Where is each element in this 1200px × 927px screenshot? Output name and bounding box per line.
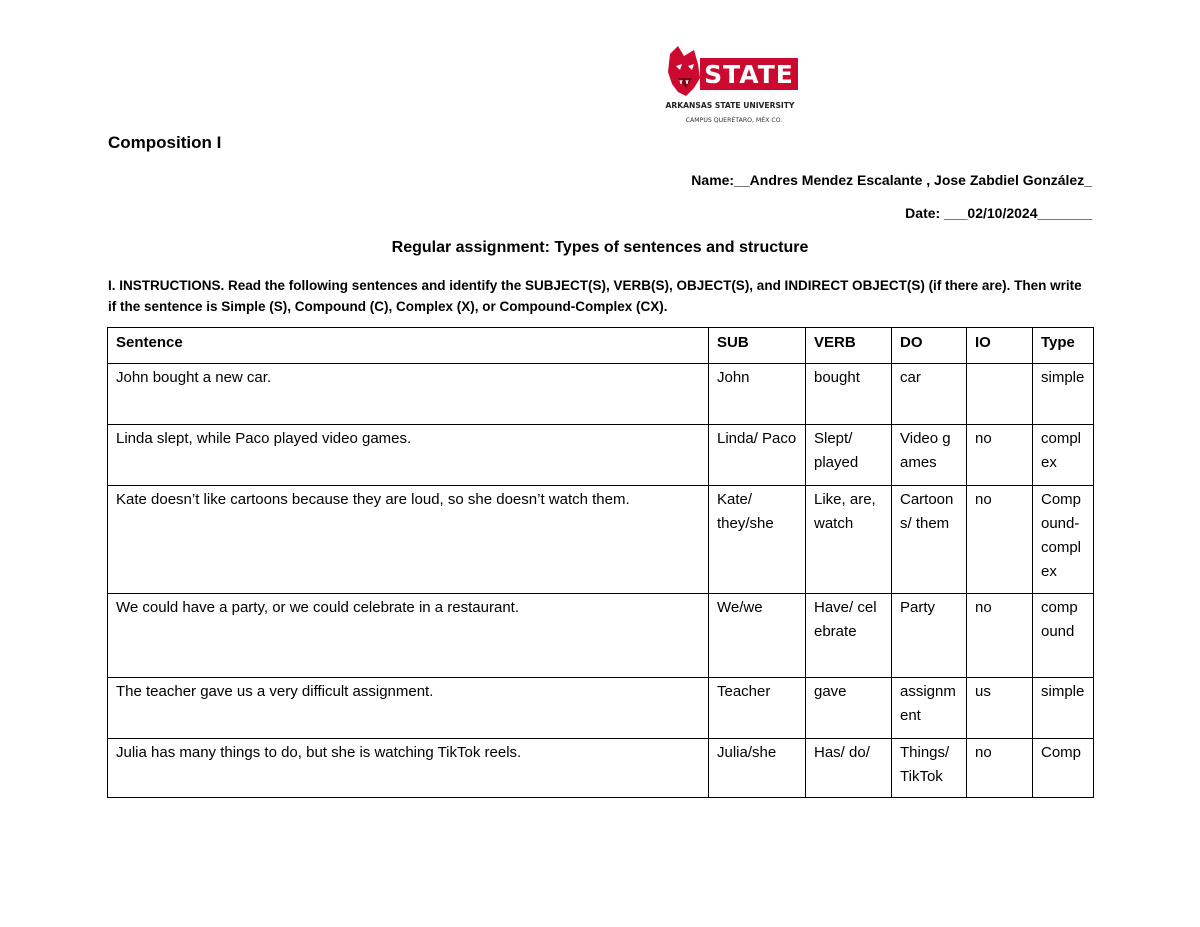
svg-text:CAMPUS QUERÉTARO, MÉX CO.: CAMPUS QUERÉTARO, MÉX CO. <box>685 117 783 124</box>
cell-verb: bought <box>806 364 892 425</box>
header-io: IO <box>967 328 1033 364</box>
table-row <box>108 486 1094 594</box>
cell-sub: Kate/ they/she <box>709 486 806 594</box>
cell-type: simple <box>1033 678 1094 739</box>
header-verb: VERB <box>806 328 892 364</box>
cell-verb: Like, are, watch <box>806 486 892 594</box>
cell-io <box>967 364 1033 425</box>
cell-io: no <box>967 594 1033 678</box>
university-logo <box>664 44 800 128</box>
student-names: Name:__Andres Mendez Escalante , Jose Zabdiel González_ <box>691 172 1092 188</box>
cell-sentence: We could have a party, or we could celebrate in a restaurant. <box>108 594 709 678</box>
table-row <box>108 364 1094 425</box>
table-row <box>108 678 1094 739</box>
cell-type: complex <box>1033 425 1094 486</box>
header-sub: SUB <box>709 328 806 364</box>
cell-sub: Linda/ Paco <box>709 425 806 486</box>
cell-sub: John <box>709 364 806 425</box>
cell-sub: Teacher <box>709 678 806 739</box>
cell-do: Things/ TikTok <box>892 739 967 798</box>
header-do: DO <box>892 328 967 364</box>
cell-sentence: John bought a new car. <box>108 364 709 425</box>
cell-sentence: Linda slept, while Paco played video games. <box>108 425 709 486</box>
svg-text:STATE: STATE <box>704 60 794 89</box>
cell-verb: Slept/ played <box>806 425 892 486</box>
red-wolf-logo-icon <box>664 44 800 128</box>
table-row <box>108 739 1094 798</box>
cell-sentence: Julia has many things to do, but she is watching TikTok reels. <box>108 739 709 798</box>
cell-verb: Have/ celebrate <box>806 594 892 678</box>
assignment-date: Date: ___02/10/2024_______ <box>905 205 1092 221</box>
svg-text:ARKANSAS STATE UNIVERSITY: ARKANSAS STATE UNIVERSITY <box>665 101 795 110</box>
cell-sub: We/we <box>709 594 806 678</box>
cell-io: no <box>967 486 1033 594</box>
cell-io: us <box>967 678 1033 739</box>
cell-do: Party <box>892 594 967 678</box>
cell-type: Comp <box>1033 739 1094 798</box>
assignment-title: Regular assignment: Types of sentences and structure <box>391 239 809 256</box>
cell-io: no <box>967 739 1033 798</box>
cell-do: Cartoons/ them <box>892 486 967 594</box>
cell-type: Compound-complex <box>1033 486 1094 594</box>
cell-do: car <box>892 364 967 425</box>
cell-verb: Has/ do/ <box>806 739 892 798</box>
cell-verb: gave <box>806 678 892 739</box>
instructions-text: I. INSTRUCTIONS. Read the following sentences and identify the SUBJECT(S), VERB(S), OBJECT(S), and INDIRECT OBJECT(S) (if there are). Then write if the sentence is Simple (S), Compound (C), Complex (X), or Compound-Complex (CX). <box>108 278 1082 314</box>
table-row <box>108 594 1094 678</box>
cell-io: no <box>967 425 1033 486</box>
header-sentence: Sentence <box>108 328 709 364</box>
cell-do: assignment <box>892 678 967 739</box>
header-type: Type <box>1033 328 1094 364</box>
sentence-analysis-table <box>107 327 1094 798</box>
cell-type: simple <box>1033 364 1094 425</box>
course-title: Composition I <box>108 133 222 152</box>
cell-type: compound <box>1033 594 1094 678</box>
cell-sentence: Kate doesn’t like cartoons because they are loud, so she doesn’t watch them. <box>108 486 709 594</box>
cell-sub: Julia/she <box>709 739 806 798</box>
table-row <box>108 425 1094 486</box>
cell-do: Video games <box>892 425 967 486</box>
table-header-row <box>108 328 1094 364</box>
cell-sentence: The teacher gave us a very difficult assignment. <box>108 678 709 739</box>
